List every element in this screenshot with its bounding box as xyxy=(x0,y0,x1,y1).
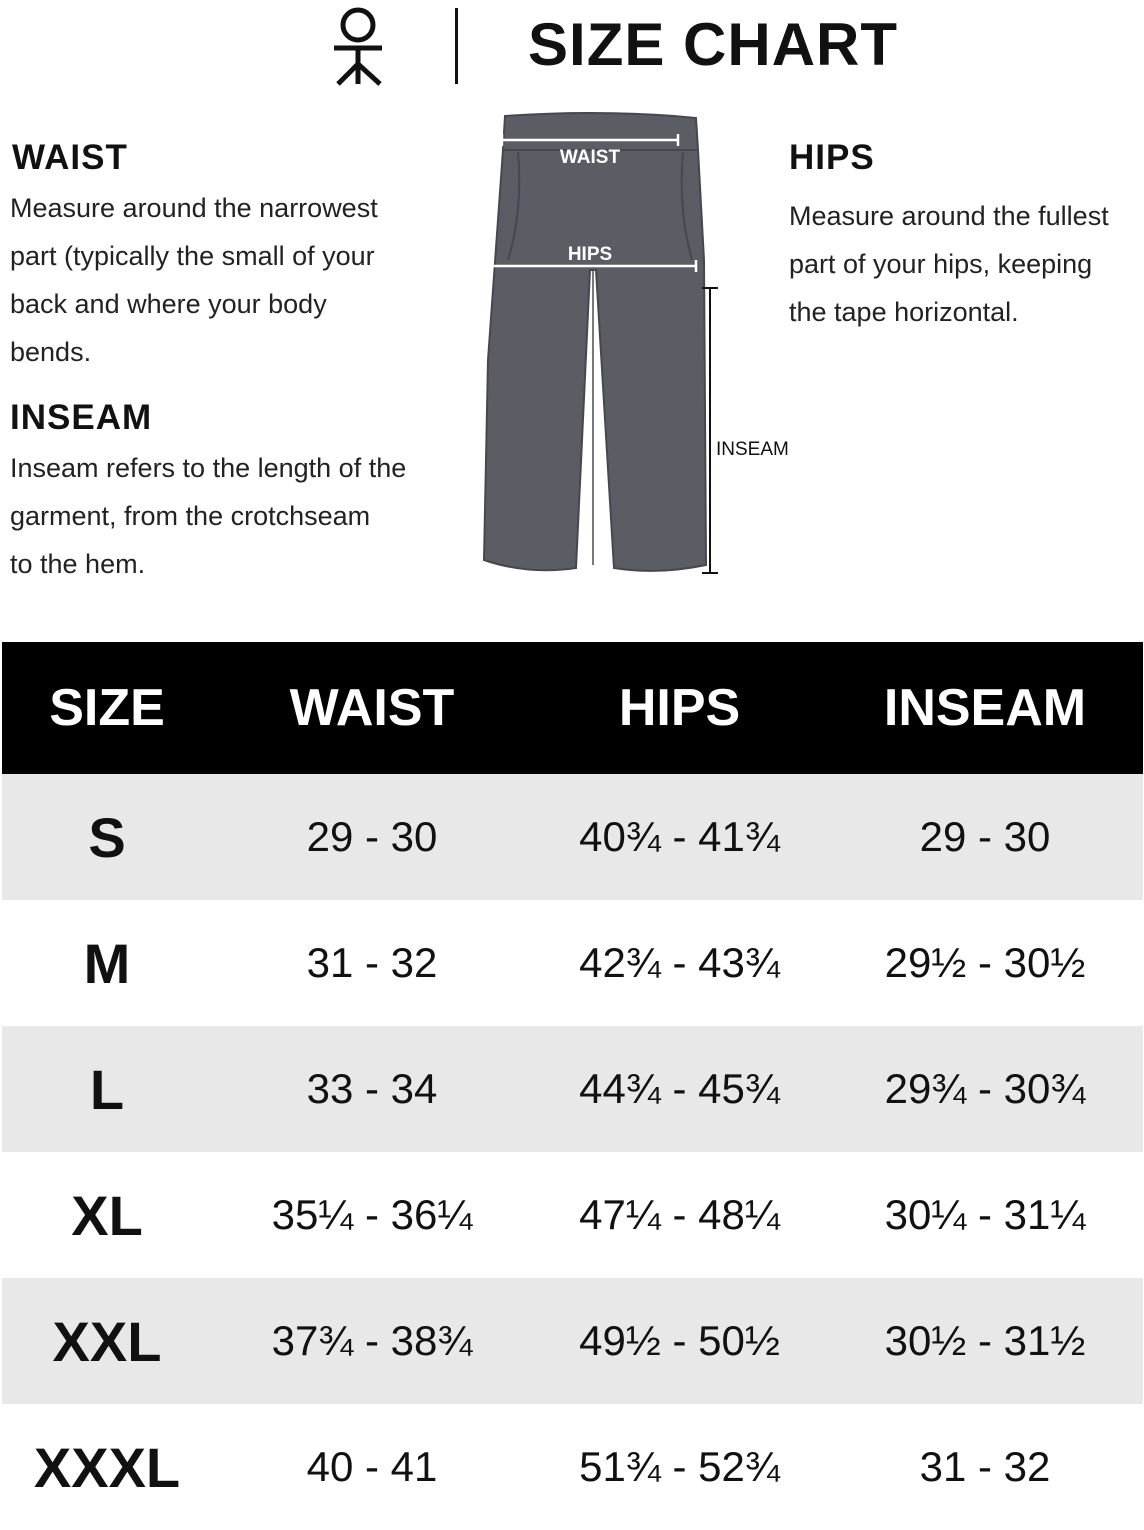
column-header-inseam: INSEAM xyxy=(827,642,1143,774)
size-cell: M xyxy=(2,900,212,1026)
pants-waistband xyxy=(503,113,698,150)
table-row xyxy=(2,774,1143,900)
column-header-size: SIZE xyxy=(2,642,212,774)
hips-description xyxy=(789,192,1144,336)
table-header-row xyxy=(2,642,1143,774)
table-row xyxy=(2,1278,1143,1404)
inseam-desc-line: garment, from the crotchseam xyxy=(10,501,371,531)
waist-cell: 31 - 32 xyxy=(212,900,532,1026)
hips-cell: 40¾ - 41¾ xyxy=(532,774,827,900)
inseam-cell: 31 - 32 xyxy=(827,1404,1143,1530)
waist-desc-line: back and where your body xyxy=(10,289,327,319)
size-table xyxy=(2,642,1143,1530)
inseam-cell: 29 - 30 xyxy=(827,774,1143,900)
hips-desc-line: Measure around the fullest xyxy=(789,201,1109,231)
table-row xyxy=(2,1026,1143,1152)
table-row xyxy=(2,900,1143,1026)
inseam-description xyxy=(10,444,470,588)
waist-cell: 40 - 41 xyxy=(212,1404,532,1530)
inseam-desc-line: to the hem. xyxy=(10,549,146,579)
waist-cell: 37¾ - 38¾ xyxy=(212,1278,532,1404)
waist-heading: WAIST xyxy=(12,138,128,177)
waist-cell: 33 - 34 xyxy=(212,1026,532,1152)
inseam-desc-line: Inseam refers to the length of the xyxy=(10,453,407,483)
hips-cell: 49½ - 50½ xyxy=(532,1278,827,1404)
column-header-hips: HIPS xyxy=(532,642,827,774)
hips-desc-line: part of your hips, keeping xyxy=(789,249,1093,279)
hips-desc-line: the tape horizontal. xyxy=(789,297,1019,327)
hips-cell: 42¾ - 43¾ xyxy=(532,900,827,1026)
inseam-cell: 29½ - 30½ xyxy=(827,900,1143,1026)
waist-desc-line: Measure around the narrowest xyxy=(10,193,378,223)
size-cell: S xyxy=(2,774,212,900)
waist-cell: 35¼ - 36¼ xyxy=(212,1152,532,1278)
brand-logo-icon xyxy=(330,4,386,86)
inseam-heading: INSEAM xyxy=(10,398,153,437)
header-divider xyxy=(455,8,458,84)
diagram-inseam-label: INSEAM xyxy=(716,439,789,460)
table-row xyxy=(2,1152,1143,1278)
table-row xyxy=(2,1404,1143,1530)
size-cell: XL xyxy=(2,1152,212,1278)
pants-diagram xyxy=(478,110,808,590)
hips-cell: 51¾ - 52¾ xyxy=(532,1404,827,1530)
diagram-hips-label: HIPS xyxy=(567,244,613,265)
page-title: SIZE CHART xyxy=(528,11,898,78)
column-header-waist: WAIST xyxy=(212,642,532,774)
inseam-cell: 30¼ - 31¼ xyxy=(827,1152,1143,1278)
size-cell: XXXL xyxy=(2,1404,212,1530)
waist-desc-line: part (typically the small of your xyxy=(10,241,375,271)
size-cell: XXL xyxy=(2,1278,212,1404)
hips-heading: HIPS xyxy=(789,138,875,177)
waist-desc-line: bends. xyxy=(10,337,92,367)
diagram-waist-label: WAIST xyxy=(559,147,621,168)
waist-description xyxy=(10,184,460,376)
inseam-cell: 29¾ - 30¾ xyxy=(827,1026,1143,1152)
size-cell: L xyxy=(2,1026,212,1152)
waist-cell: 29 - 30 xyxy=(212,774,532,900)
hips-cell: 47¼ - 48¼ xyxy=(532,1152,827,1278)
hips-cell: 44¾ - 45¾ xyxy=(532,1026,827,1152)
inseam-cell: 30½ - 31½ xyxy=(827,1278,1143,1404)
